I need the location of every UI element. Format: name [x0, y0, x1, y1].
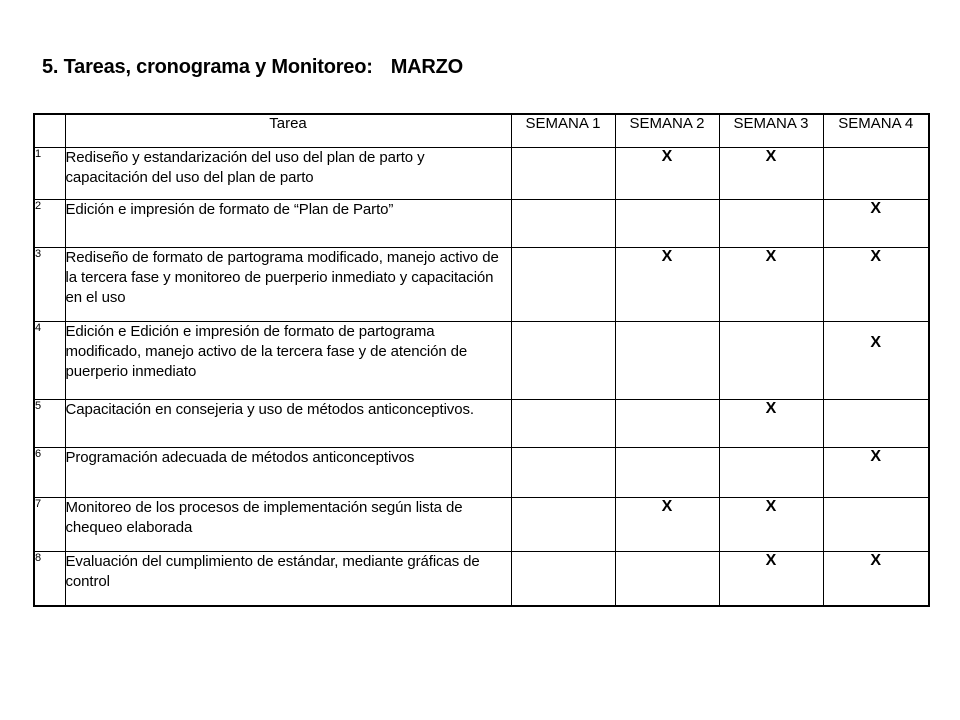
week-2-mark: X	[661, 498, 673, 515]
week-4-mark: X	[870, 552, 882, 569]
table-row	[34, 200, 929, 248]
table-row	[34, 148, 929, 200]
week-4-cell	[823, 148, 929, 200]
table-row	[34, 322, 929, 400]
week-3-cell	[719, 200, 823, 248]
week-3-mark: X	[765, 552, 777, 569]
week-1-cell	[511, 400, 615, 448]
schedule-body	[34, 148, 929, 606]
table-row	[34, 552, 929, 606]
table-row	[34, 400, 929, 448]
task-number: 8	[34, 552, 65, 606]
task-description: Edición e impresión de formato de “Plan de Parto”	[65, 200, 511, 248]
week-2-cell	[615, 448, 719, 498]
schedule-table	[33, 113, 930, 607]
header-task: Tarea	[65, 114, 511, 148]
task-description: Rediseño y estandarización del uso del plan de parto y capacitación del uso del plan de parto	[65, 148, 511, 200]
week-4-cell	[823, 448, 929, 498]
task-number: 7	[34, 498, 65, 552]
week-3-cell	[719, 448, 823, 498]
week-2-cell	[615, 322, 719, 400]
week-4-mark: X	[870, 334, 882, 351]
task-number: 6	[34, 448, 65, 498]
week-4-cell	[823, 200, 929, 248]
week-3-mark: X	[765, 148, 777, 165]
header-week-1: SEMANA 1	[511, 114, 615, 148]
week-2-cell	[615, 148, 719, 200]
header-row	[34, 114, 929, 148]
week-1-cell	[511, 552, 615, 606]
week-1-cell	[511, 148, 615, 200]
week-3-cell	[719, 248, 823, 322]
week-3-cell	[719, 400, 823, 448]
header-num	[34, 114, 65, 148]
title-month: MARZO	[390, 56, 464, 78]
task-number: 4	[34, 322, 65, 400]
week-3-mark: X	[765, 248, 777, 265]
week-2-mark: X	[661, 148, 673, 165]
task-number: 1	[34, 148, 65, 200]
task-description: Rediseño de formato de partograma modificado, manejo activo de la tercera fase y monitoreo de puerperio inmediato y capacitación en el uso	[65, 248, 511, 322]
task-number: 5	[34, 400, 65, 448]
task-description: Evaluación del cumplimiento de estándar, mediante gráficas de control	[65, 552, 511, 606]
title-prefix: 5. Tareas, cronograma y Monitoreo:	[42, 56, 373, 78]
week-1-cell	[511, 322, 615, 400]
week-4-cell	[823, 552, 929, 606]
week-4-cell	[823, 498, 929, 552]
table-row	[34, 448, 929, 498]
task-description: Capacitación en consejeria y uso de métodos anticonceptivos.	[65, 400, 511, 448]
week-3-cell	[719, 498, 823, 552]
table-row	[34, 248, 929, 322]
week-4-cell	[823, 400, 929, 448]
week-1-cell	[511, 498, 615, 552]
task-number: 2	[34, 200, 65, 248]
week-3-cell	[719, 148, 823, 200]
week-4-cell	[823, 322, 929, 400]
week-4-mark: X	[870, 448, 882, 465]
week-4-cell	[823, 248, 929, 322]
task-description: Programación adecuada de métodos anticonceptivos	[65, 448, 511, 498]
week-2-cell	[615, 498, 719, 552]
week-2-cell	[615, 200, 719, 248]
header-week-4: SEMANA 4	[823, 114, 929, 148]
table-row	[34, 498, 929, 552]
week-2-cell	[615, 552, 719, 606]
header-week-3: SEMANA 3	[719, 114, 823, 148]
week-4-mark: X	[870, 248, 882, 265]
week-1-cell	[511, 200, 615, 248]
week-1-cell	[511, 248, 615, 322]
week-2-cell	[615, 400, 719, 448]
week-3-mark: X	[765, 498, 777, 515]
task-description: Monitoreo de los procesos de implementación según lista de chequeo elaborada	[65, 498, 511, 552]
week-2-cell	[615, 248, 719, 322]
week-3-cell	[719, 552, 823, 606]
task-number: 3	[34, 248, 65, 322]
header-week-2: SEMANA 2	[615, 114, 719, 148]
task-description: Edición e Edición e impresión de formato de partograma modificado, manejo activo de la tercera fase y de atención de puerperio inmediato	[65, 322, 511, 400]
week-3-cell	[719, 322, 823, 400]
week-2-mark: X	[661, 248, 673, 265]
page-title	[42, 56, 463, 79]
week-4-mark: X	[870, 200, 882, 217]
week-3-mark: X	[765, 400, 777, 417]
week-1-cell	[511, 448, 615, 498]
